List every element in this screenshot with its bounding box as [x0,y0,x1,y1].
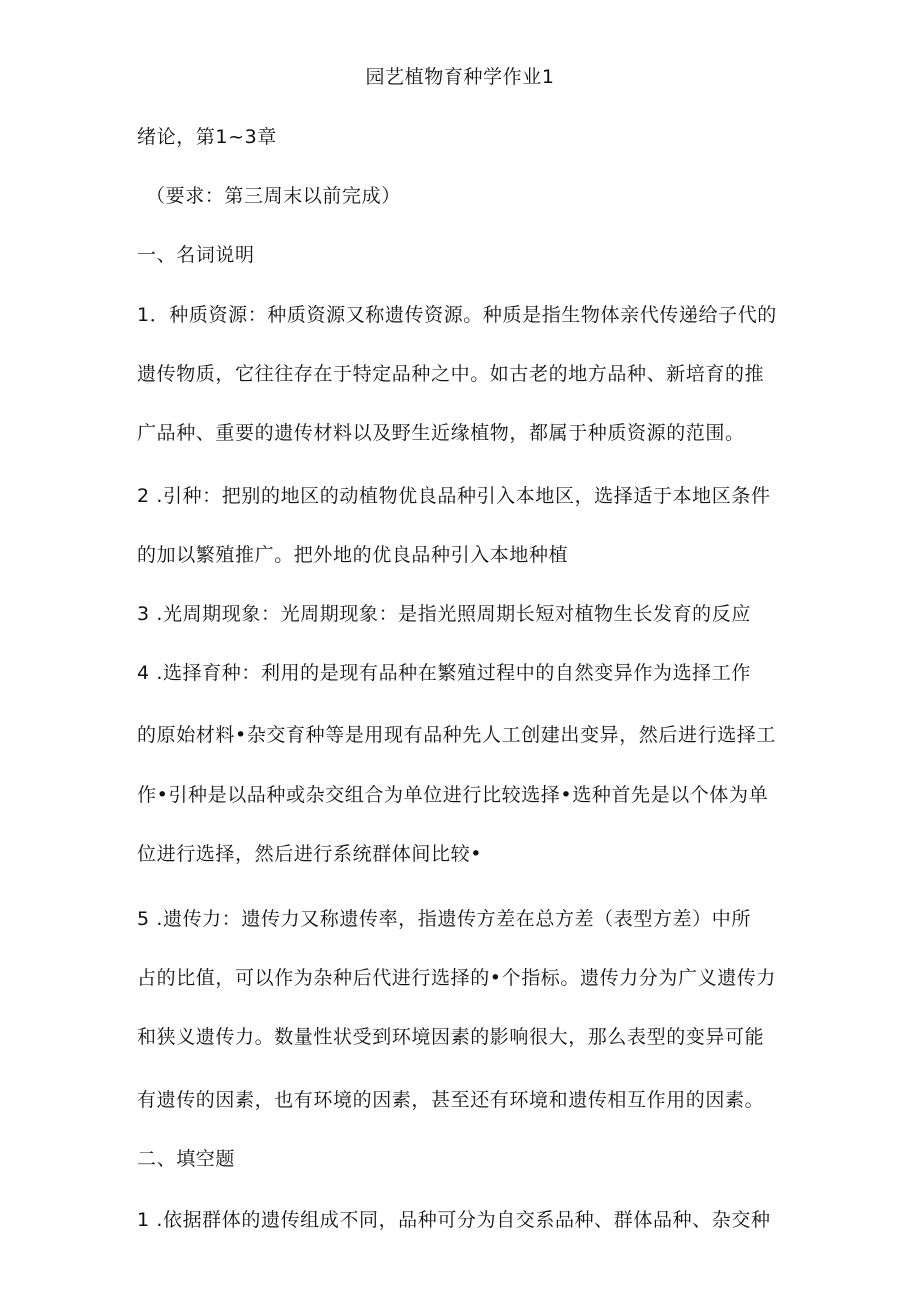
paragraph-line: 2 .引种：把别的地区的动植物优良品种引入本地区，选择适于本地区条件 [137,485,771,507]
paragraph-line: 广品种、重要的遗传材料以及野生近缘植物，都属于种质资源的范围。 [137,422,745,444]
paragraph-line: 遗传物质，它往往存在于特定品种之中。如古老的地方品种、新培育的推 [137,363,765,385]
paragraph-line: 有遗传的因素，也有环境的因素，甚至还有环境和遗传相互作用的因素。 [137,1089,765,1111]
paragraph-line: 3 .光周期现象：光周期现象：是指光照周期长短对植物生长发育的反应 [137,603,751,625]
paragraph-line: 的原始材料•杂交育种等是用现有品种先人工创建出变异，然后进行选择工 [137,724,777,746]
document-title: 园艺植物育种学作业1 [365,66,555,88]
deadline-requirement: （要求：第三周末以前完成） [146,185,401,207]
chapter-scope: 绪论，第1~3章 [137,126,277,148]
paragraph-line: 和狭义遗传力。数量性状受到环境因素的影响很大，那么表型的变异可能 [137,1026,765,1048]
section-heading-fill: 二、填空题 [137,1148,236,1170]
paragraph-line: 5 .遗传力：遗传力又称遗传率，指遗传方差在总方差（表型方差）中所 [137,908,751,930]
paragraph-line: 作•引种是以品种或杂交组合为单位进行比较选择•选种首先是以个体为单 [137,784,769,806]
paragraph-line: 1．种质资源：种质资源又称遗传资源。种质是指生物体亲代传递给子代的 [137,304,777,326]
paragraph-line: 的加以繁殖推广。把外地的优良品种引入本地种植 [137,544,569,566]
paragraph-line: 位进行选择，然后进行系统群体间比较• [137,843,483,865]
section-heading-terms: 一、名词说明 [137,244,255,266]
paragraph-line: 4 .选择育种：利用的是现有品种在繁殖过程中的自然变异作为选择工作 [137,662,751,684]
paragraph-line: 1 .依据群体的遗传组成不同，品种可分为自交系品种、群体品种、杂交种 [137,1209,771,1231]
paragraph-line: 占的比值，可以作为杂种后代进行选择的•个指标。遗传力分为广义遗传力 [137,967,777,989]
